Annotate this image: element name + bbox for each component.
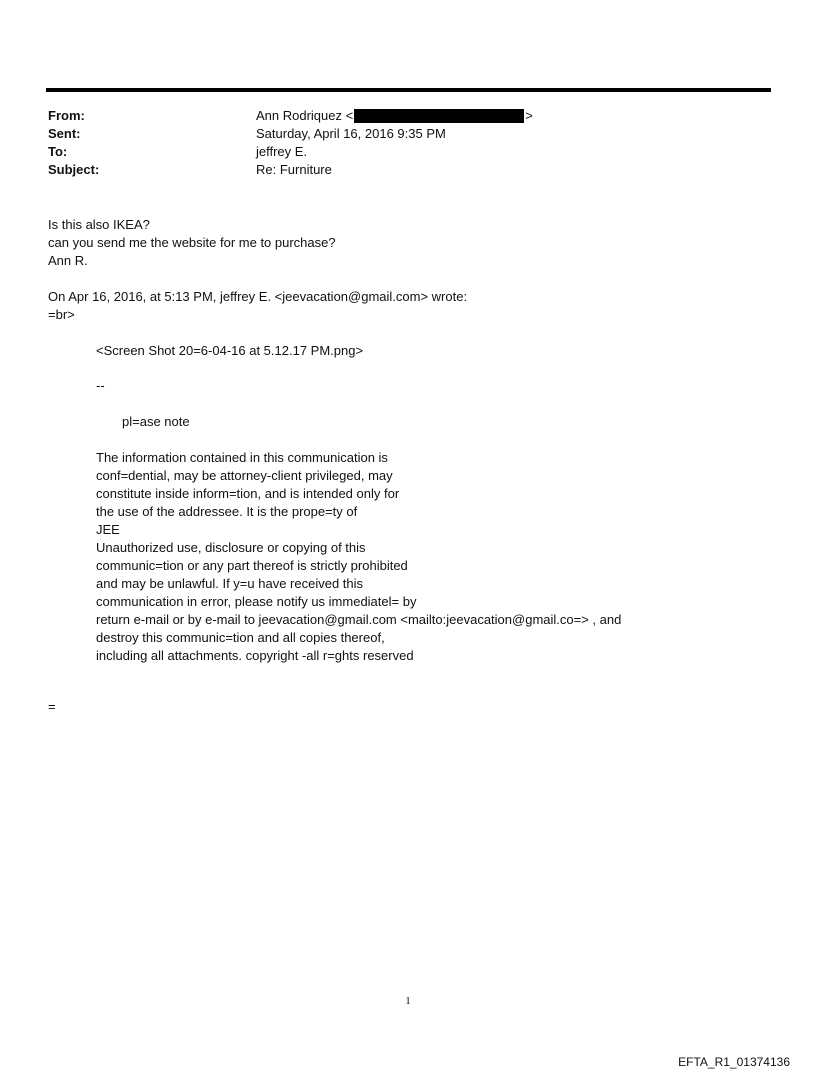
disclaimer-line: the use of the addressee. It is the prope=ty of	[96, 504, 358, 519]
body-line: Is this also IKEA?	[48, 217, 150, 232]
quote-br: =br>	[48, 307, 75, 322]
disclaimer-line: constitute inside inform=tion, and is intended only for	[96, 486, 400, 501]
from-name: Ann Rodriquez <	[256, 108, 354, 123]
disclaimer-line: communic=tion or any part thereof is strictly prohibited	[96, 558, 408, 573]
disclaimer-line: destroy this communic=tion and all copies thereof,	[96, 630, 385, 645]
trailing-equals: =	[48, 699, 56, 714]
sent-label: Sent:	[48, 126, 81, 141]
spacer	[48, 270, 467, 288]
subject-value: Re: Furniture	[256, 162, 332, 177]
note-line: pl=ase note	[122, 414, 190, 429]
to-label: To:	[48, 144, 68, 159]
signature-separator: --	[96, 378, 105, 393]
top-rule	[46, 88, 771, 92]
attachment-line: <Screen Shot 20=6-04-16 at 5.12.17 PM.png>	[96, 343, 364, 358]
disclaimer-line: and may be unlawful. If y=u have received this	[96, 576, 364, 591]
sent-row	[48, 125, 533, 143]
signature-line: Ann R.	[48, 253, 88, 268]
disclaimer	[96, 449, 621, 665]
disclaimer-line: Unauthorized use, disclosure or copying of this	[96, 540, 366, 555]
from-close: >	[525, 108, 533, 123]
to-value: jeffrey E.	[256, 144, 308, 159]
disclaimer-line: The information contained in this communication is	[96, 450, 388, 465]
subject-label: Subject:	[48, 162, 100, 177]
sent-value: Saturday, April 16, 2016 9:35 PM	[256, 126, 446, 141]
subject-row	[48, 161, 533, 179]
from-label: From:	[48, 108, 85, 123]
disclaimer-line: communication in error, please notify us immediatel= by	[96, 594, 417, 609]
disclaimer-line: including all attachments. copyright -all r=ghts reserved	[96, 648, 414, 663]
message-body	[48, 216, 467, 324]
disclaimer-line: JEE	[96, 522, 120, 537]
quote-intro: On Apr 16, 2016, at 5:13 PM, jeffrey E. <jeevacation@gmail.com> wrote:	[48, 289, 468, 304]
to-row	[48, 143, 533, 161]
email-header	[48, 107, 533, 179]
page-number: 1	[405, 995, 411, 1007]
disclaimer-line: return e-mail or by e-mail to jeevacation@gmail.com <mailto:jeevacation@gmail.co=> , and	[96, 612, 622, 627]
document-id: EFTA_R1_01374136	[678, 1055, 790, 1069]
from-row	[48, 107, 533, 125]
from-value	[256, 107, 533, 125]
body-line: can you send me the website for me to purchase?	[48, 235, 336, 250]
redaction-box	[354, 109, 524, 123]
disclaimer-line: conf=dential, may be attorney-client privileged, may	[96, 468, 393, 483]
